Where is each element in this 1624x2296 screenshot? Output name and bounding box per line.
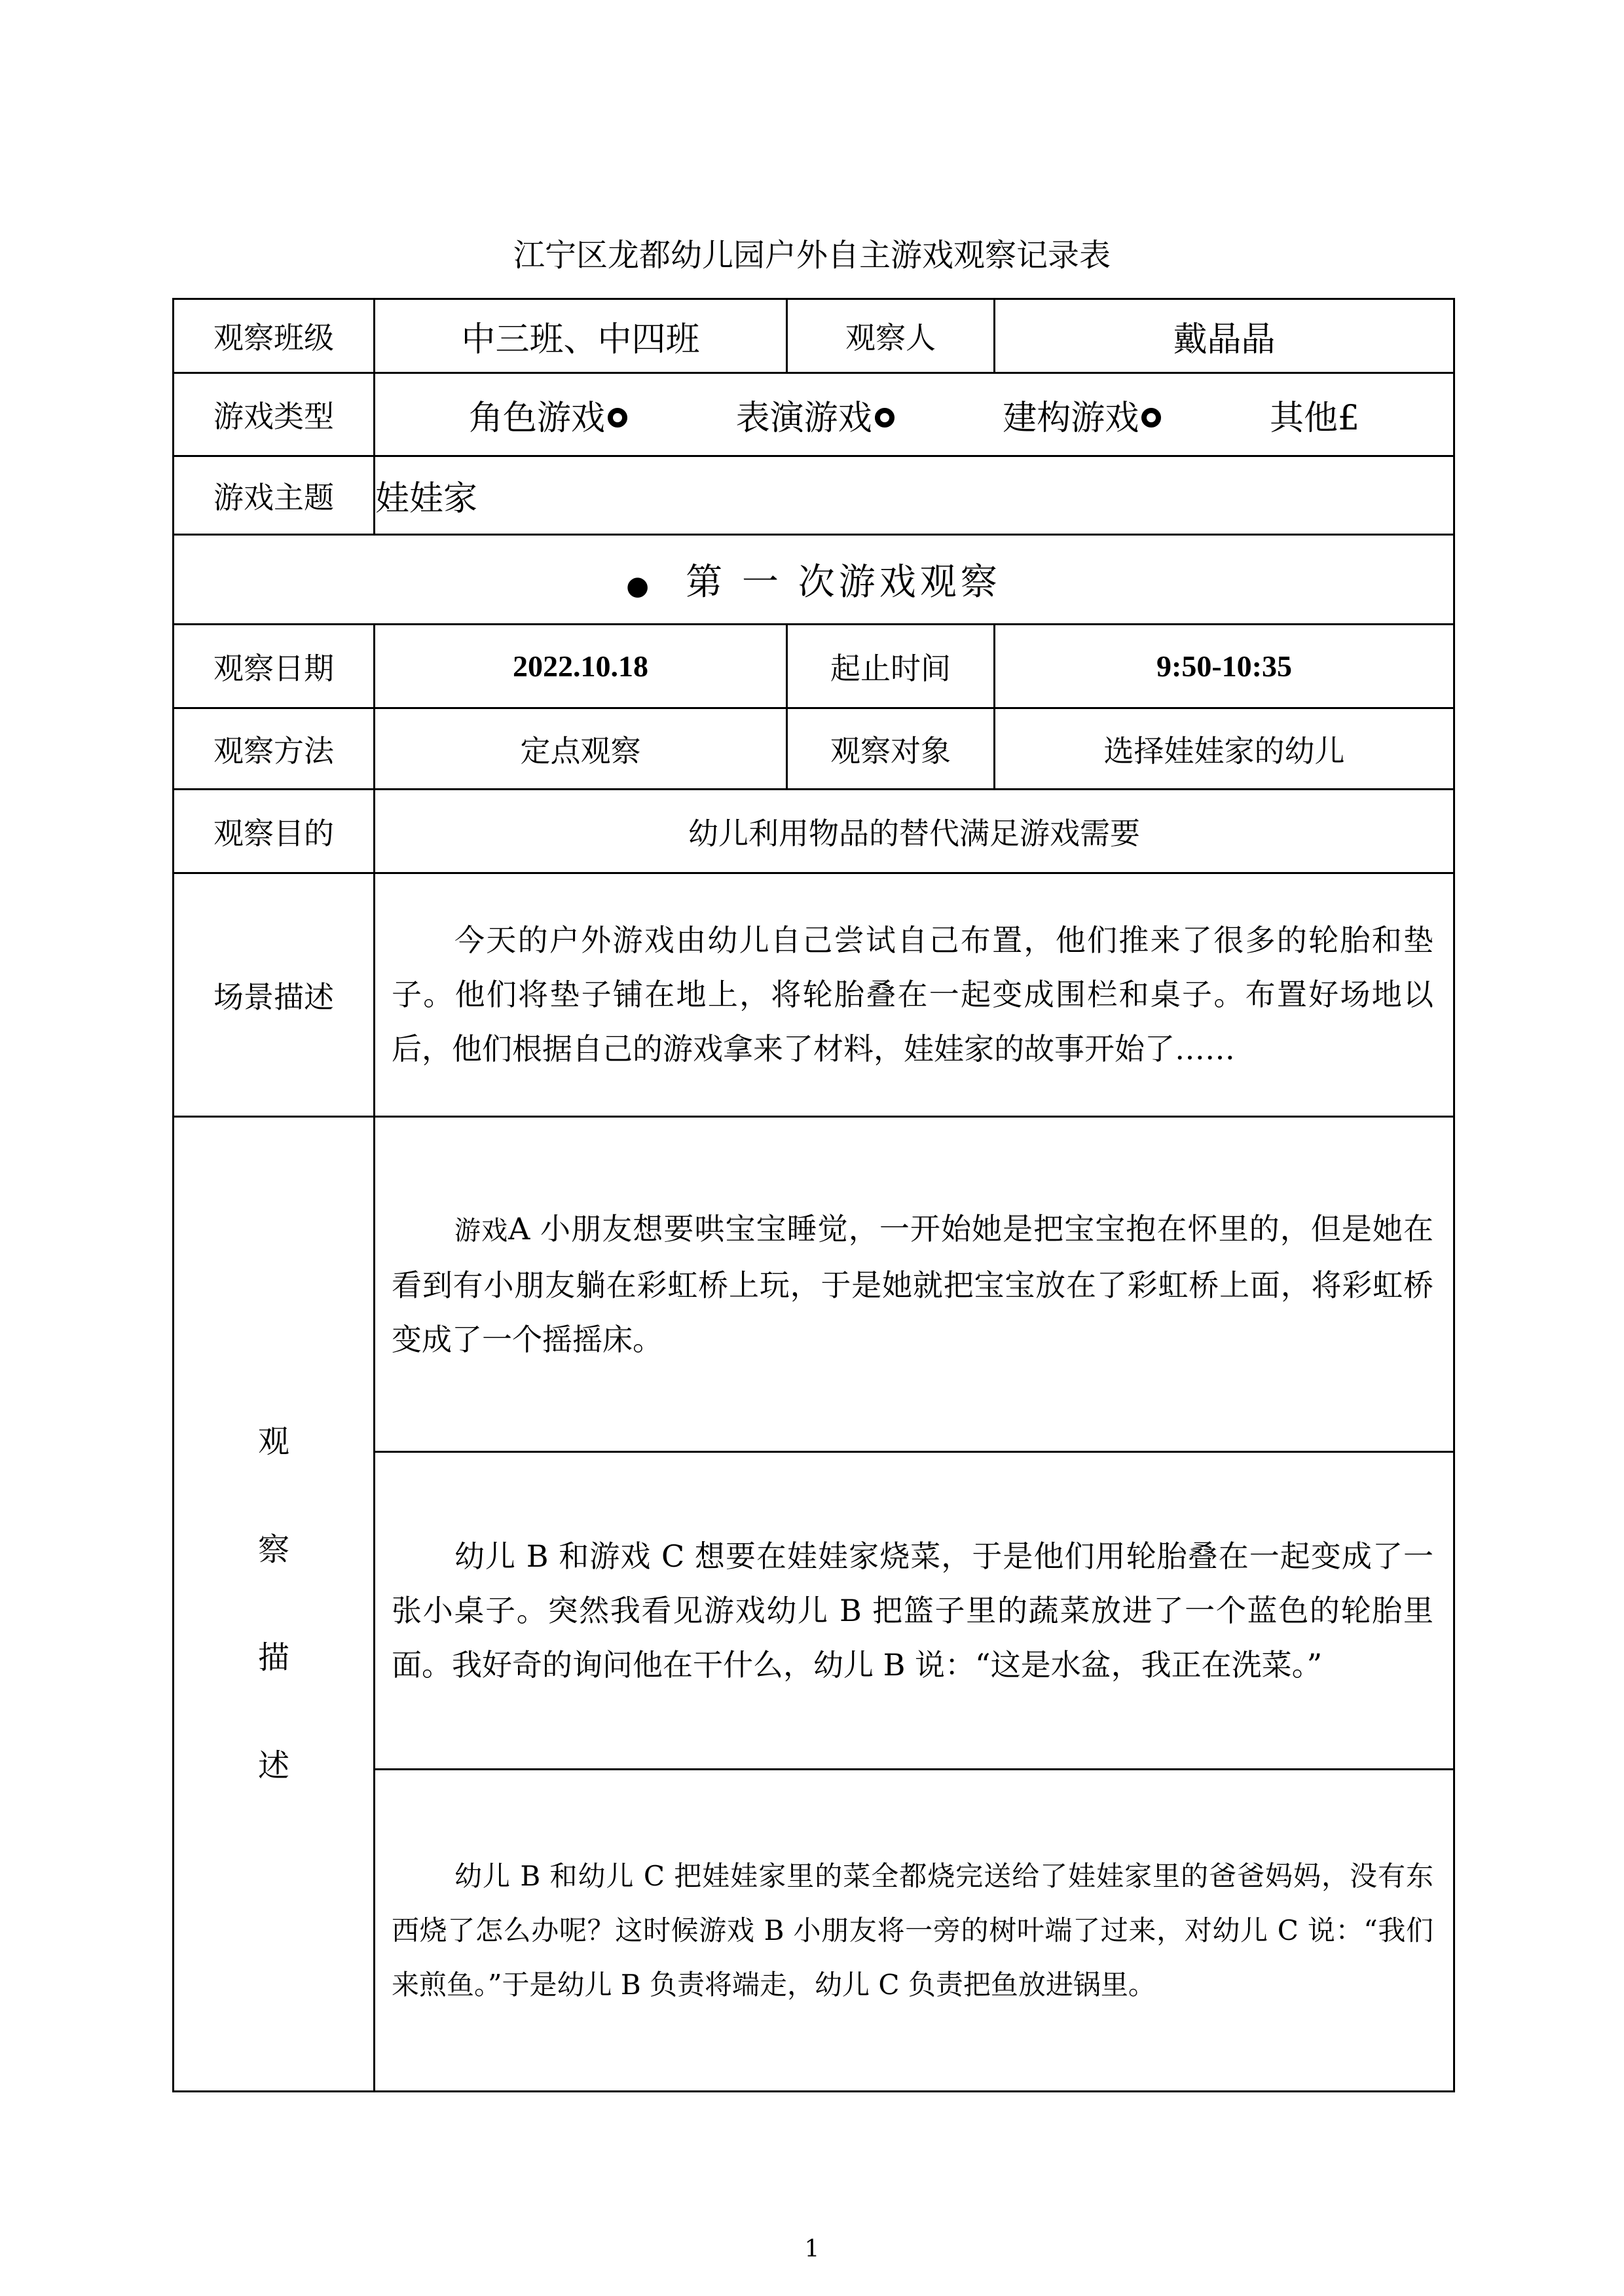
observation-2 (375, 1452, 1454, 1770)
table-row (174, 535, 1454, 625)
document-title: 江宁区龙都幼儿园户外自主游戏观察记录表 (513, 237, 1111, 274)
purpose-label: 观察目的 (174, 790, 375, 873)
purpose-value: 幼儿利用物品的替代满足游戏需要 (375, 790, 1454, 873)
class-value: 中三班、中四班 (375, 299, 787, 373)
observer-value: 戴晶晶 (995, 299, 1454, 373)
scene-description (375, 873, 1454, 1117)
game-type-option-construction: 建构游戏 (1003, 390, 1161, 439)
date-value: 2022.10.18 (375, 625, 787, 708)
observation-2-text: 幼儿 B 和游戏 C 想要在娃娃家烧菜，于是他们用轮胎叠在一起变成了一张小桌子。突然我看见游戏幼儿 B 把篮子里的蔬菜放进了一个蓝色的轮胎里面。我好奇的询问他在干什么，幼儿 B 说：“这是水盆，我正在洗菜。” (392, 1538, 1433, 1683)
game-type-option-role: 角色游戏 (469, 390, 627, 439)
game-type-option-other: 其他£ (1270, 398, 1360, 438)
obs-label-char: 述 (257, 1747, 289, 1784)
observation-1 (375, 1117, 1454, 1452)
observation-3 (375, 1770, 1454, 2092)
radio-selected-icon (875, 408, 895, 428)
theme-label: 游戏主题 (174, 456, 375, 535)
table-row (174, 456, 1454, 535)
table-row (174, 708, 1454, 790)
method-label: 观察方法 (174, 708, 375, 790)
table-row (174, 1117, 1454, 1452)
date-label: 观察日期 (174, 625, 375, 708)
game-type-label: 游戏类型 (174, 373, 375, 456)
radio-selected-icon (608, 408, 627, 428)
game-type-options (375, 373, 1454, 456)
time-label: 起止时间 (787, 625, 995, 708)
table-row (174, 299, 1454, 373)
obs-label-char: 描 (257, 1639, 289, 1676)
observation-1-text: 游戏A 小朋友想要哄宝宝睡觉，一开始她是把宝宝抱在怀里的，但是她在看到有小朋友躺在彩虹桥上玩，于是她就把宝宝放在了彩虹桥上面，将彩虹桥变成了一个摇摇床。 (392, 1211, 1433, 1357)
scene-text: 今天的户外游戏由幼儿自己尝试自己布置，他们推来了很多的轮胎和垫子。他们将垫子铺在地上，将轮胎叠在一起变成围栏和桌子。布置好场地以后，他们根据自己的游戏拿来了材料，娃娃家的故事开始了…… (392, 922, 1433, 1066)
observation-record-table (172, 298, 1455, 2092)
radio-selected-icon (1141, 408, 1161, 428)
obs-label-char: 察 (257, 1531, 289, 1568)
table-row (174, 625, 1454, 708)
pound-sign-mark: £ (1338, 398, 1360, 438)
table-row (174, 790, 1454, 873)
scene-label: 场景描述 (174, 873, 375, 1117)
target-label: 观察对象 (787, 708, 995, 790)
table-row (174, 373, 1454, 456)
table-row (174, 873, 1454, 1117)
class-label: 观察班级 (174, 299, 375, 373)
theme-value: 娃娃家 (375, 456, 1454, 535)
time-value: 9:50-10:35 (995, 625, 1454, 708)
observation-3-text: 幼儿 B 和幼儿 C 把娃娃家里的菜全都烧完送给了娃娃家里的爸爸妈妈，没有东西烧了怎么办呢？这时候游戏 B 小朋友将一旁的树叶端了过来，对幼儿 C 说：“我们来煎鱼。”于是幼儿 B 负责将端走，幼儿 C 负责把鱼放进锅里。 (392, 1860, 1433, 2001)
bullet-icon: ● (626, 571, 654, 601)
observer-label: 观察人 (787, 299, 995, 373)
observation-description-label (174, 1117, 375, 2092)
target-value: 选择娃娃家的幼儿 (995, 708, 1454, 790)
section-heading (174, 535, 1454, 625)
section-heading-text: 第 一 次游戏观察 (686, 561, 1001, 604)
game-type-option-performance: 表演游戏 (736, 390, 895, 439)
obs-label-char: 观 (257, 1423, 289, 1460)
method-value: 定点观察 (375, 708, 787, 790)
page-number: 1 (804, 2236, 820, 2263)
